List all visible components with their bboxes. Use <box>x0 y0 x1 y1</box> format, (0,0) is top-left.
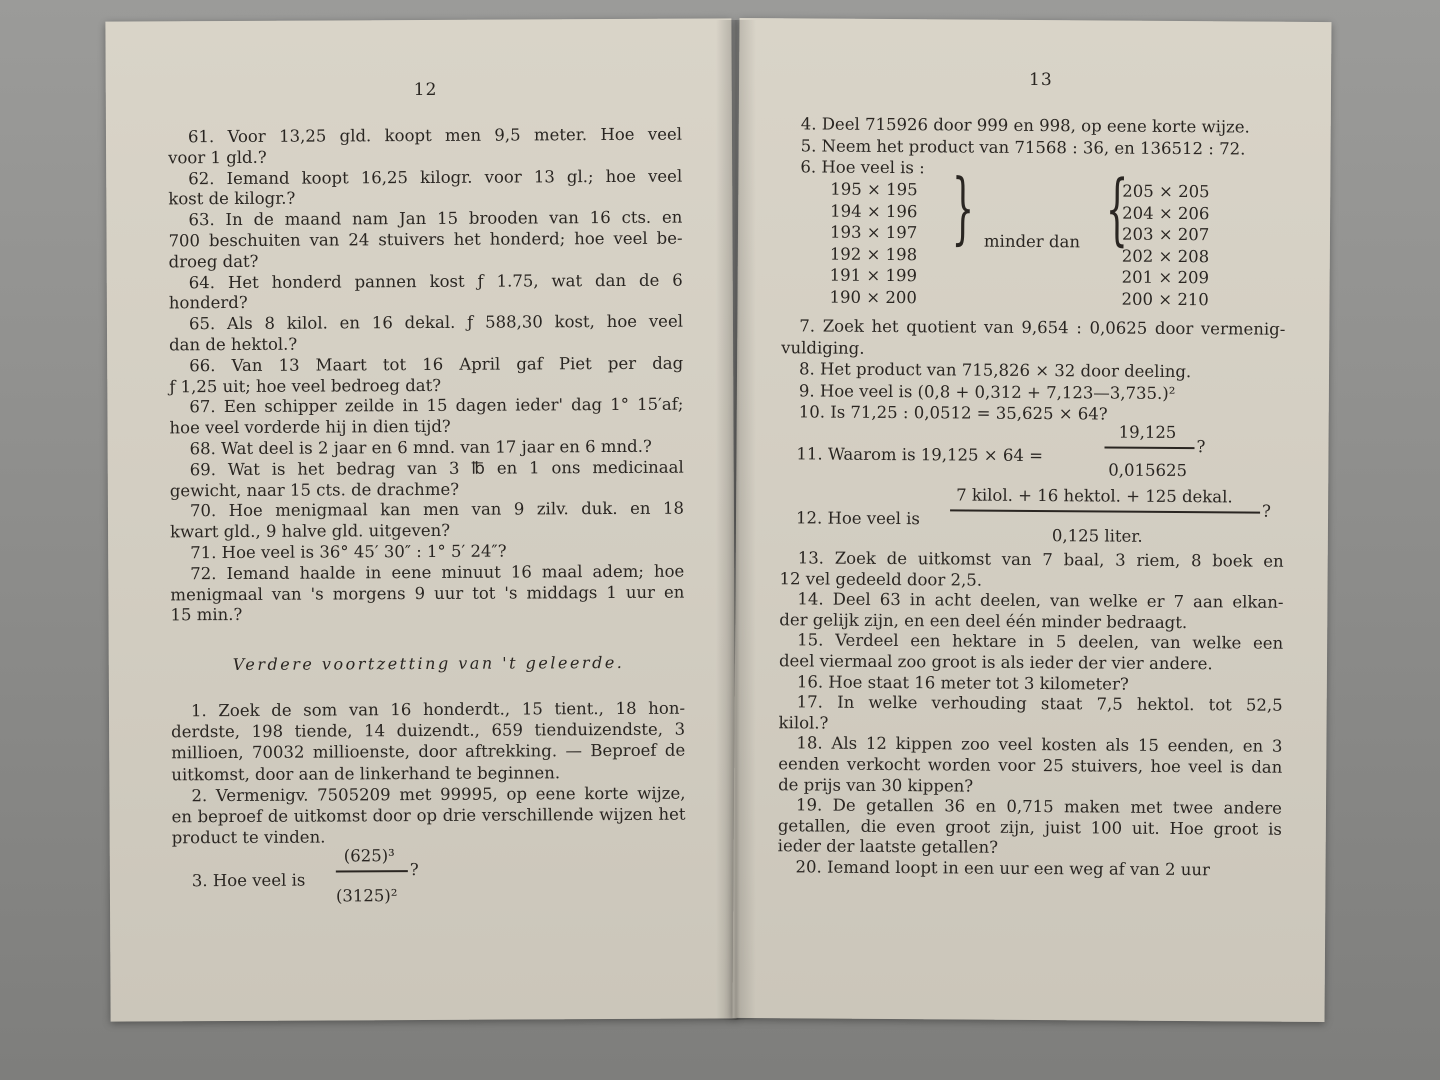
text-line: dan de hektol.? <box>169 334 298 355</box>
q11-numerator: 19,125 <box>1118 422 1177 443</box>
q12-fraction-bar <box>950 509 1260 513</box>
text-line: 14. Deel 63 in acht deelen, van welke er 7 aan elkan- <box>797 589 1284 612</box>
matrix-row: 190 × 200 <box>829 287 917 307</box>
matrix-row: 204 × 206 <box>1122 203 1210 223</box>
matrix-row: 205 × 205 <box>1122 181 1210 202</box>
matrix-row: 203 × 207 <box>1121 224 1210 245</box>
text-line: 12 vel gedeeld door 2,5. <box>779 568 983 590</box>
text-line: 4. Deel 715926 door 999 en 998, op eene korte wijze. <box>800 114 1250 137</box>
text-line: 18. Als 12 kippen zoo veel kosten als 15 eenden, en 3 <box>796 733 1283 757</box>
text-line: 70. Hoe menigmaal kan men van 9 zilv. duk. en 18 <box>189 499 684 521</box>
text-line: de prijs van 30 kippen? <box>778 774 974 796</box>
text-line: 66. Van 13 Maart tot 16 April gaf Piet per dag <box>189 353 684 376</box>
matrix-row: 195 × 195 <box>830 179 918 200</box>
text-line: 15. Verdeel een hektare in 5 deelen, van welke een <box>797 630 1284 654</box>
q11-denominator: 0,015625 <box>1108 460 1188 481</box>
q3-denominator: (3125)² <box>335 886 398 906</box>
q3-numerator: (625)³ <box>343 846 395 866</box>
text-line: 61. Voor 13,25 gld. koopt men 9,5 meter. Hoe veel <box>187 124 683 147</box>
text-line: 7. Zoek het quotient van 9,654 : 0,0625 door vermenig- <box>799 316 1286 339</box>
text-line: 8. Het product van 715,826 × 32 door deeling. <box>798 359 1192 382</box>
matrix-row: 194 × 196 <box>830 201 918 221</box>
q12-denominator: 0,125 liter. <box>1051 526 1143 546</box>
text-line: hoe veel vorderde hij in dien tijd? <box>169 417 451 438</box>
text-line: der gelijk zijn, en een deel één minder bedraagt. <box>779 610 1188 632</box>
text-line: gewicht, naar 15 cts. de drachme? <box>169 479 460 500</box>
text-line: millioen, 70032 millioenste, door aftrekking. — Beproef de <box>171 741 686 763</box>
text-line: 16. Hoe staat 16 meter tot 3 kilometer? <box>796 671 1129 694</box>
text-line: vuldiging. <box>781 337 865 358</box>
text-line: 19. De getallen 36 en 0,715 maken met twee andere <box>795 795 1283 818</box>
matrix-row: 193 × 197 <box>829 222 918 243</box>
page-number-right: 13 <box>1029 69 1053 91</box>
q3-fraction-bar <box>336 870 408 872</box>
text-line: 2. Vermenigv. 7505209 met 99995, op eene korte wijze, <box>191 783 686 806</box>
page-number-left: 12 <box>413 79 438 101</box>
text-line: product te vinden. <box>171 827 326 848</box>
text-line: kwart gld., 9 halve gld. uitgeven? <box>170 521 451 542</box>
left-page <box>105 18 736 1021</box>
q3-label: 3. Hoe veel is <box>191 870 306 891</box>
text-line: kilol.? <box>778 713 829 733</box>
q12-tail: ? <box>1262 501 1271 521</box>
matrix-right-column <box>1121 181 1209 311</box>
q11-fraction-bar <box>1105 447 1195 450</box>
text-line: en beproef de uitkomst door op drie verschillende wijzen het <box>171 804 686 827</box>
text-line: 700 beschuiten van 24 stuivers het honderd; hoe veel be- <box>168 228 683 251</box>
text-line: 15 min.? <box>170 605 243 625</box>
text-line: 67. Een schipper zeilde in 15 dagen ieder' dag 1° 15′af; <box>189 395 684 417</box>
text-line: 9. Hoe veel is (0,8 + 0,312 + 7,123—3,735.)² <box>798 380 1176 403</box>
text-line: deel viermaal zoo groot is als ieder der vier andere. <box>778 651 1213 674</box>
text-line: derdste, 198 tiende, 14 duizendt., 659 tienduizendste, 3 <box>171 719 686 742</box>
text-line: 13. Zoek de uitkomst van 7 baal, 3 riem, 8 boek en <box>797 548 1284 571</box>
text-line: 6. Hoe veel is : <box>800 157 925 178</box>
q11-label: 11. Waarom is 19,125 × 64 = <box>796 444 1044 466</box>
matrix-row: 202 × 208 <box>1121 246 1210 266</box>
text-line: kost de kilogr.? <box>168 189 296 209</box>
text-line: 5. Neem het product van 71568 : 36, en 136512 : 72. <box>800 135 1246 158</box>
q3-tail: ? <box>409 860 419 880</box>
text-line: 62. Iemand koopt 16,25 kilogr. voor 13 gl.; hoe veel <box>188 166 683 188</box>
matrix-row: 201 × 209 <box>1121 267 1210 288</box>
text-line: 10. Is 71,25 : 0,0512 = 35,625 × 64? <box>798 402 1108 424</box>
text-line: 64. Het honderd pannen kost ƒ 1.75, wat dan de 6 <box>188 270 683 292</box>
q11-tail: ? <box>1196 437 1206 457</box>
text-line: 68. Wat deel is 2 jaar en 6 mnd. van 17 jaar en 6 mnd.? <box>189 436 652 459</box>
text-line: eenden verkocht worden voor 25 stuivers, hoe veel is dan <box>778 754 1283 777</box>
text-line: honderd? <box>168 293 248 313</box>
matrix-row: 191 × 199 <box>829 265 918 286</box>
text-line: menigmaal van 's morgens 9 uur tot 's middags 1 uur en <box>170 582 685 604</box>
matrix-left-column <box>829 179 917 309</box>
brace-right: { <box>1105 164 1129 255</box>
text-line: 72. Iemand haalde in eene minuut 16 maal adem; hoe <box>190 561 685 584</box>
matrix-row: 200 × 210 <box>1121 289 1209 309</box>
q12-numerator: 7 kilol. + 16 hektol. + 125 dekal. <box>956 485 1233 507</box>
right-page <box>733 18 1332 1022</box>
section-heading: Verdere voortzetting van 't geleerde. <box>232 652 625 674</box>
text-line: 71. Hoe veel is 36° 45′ 30″ : 1° 5′ 24″? <box>190 541 507 563</box>
text-line: uitkomst, door aan de linkerhand te beginnen. <box>171 762 561 784</box>
text-line: droeg dat? <box>168 251 259 272</box>
matrix-middle-text: minder dan <box>983 231 1081 252</box>
text-line: 20. Iemand loopt in een uur een weg af van 2 uur <box>795 857 1211 880</box>
text-line: ƒ 1,25 uit; hoe veel bedroeg dat? <box>169 375 442 396</box>
text-line: ieder der laatste getallen? <box>777 836 999 858</box>
text-line: 69. Wat is het bedrag van 3 ℔ en 1 ons medicinaal <box>189 457 684 480</box>
text-line: voor 1 gld.? <box>168 147 267 168</box>
matrix-row: 192 × 198 <box>829 244 918 264</box>
text-line: 1. Zoek de som van 16 honderdt., 15 tient., 18 hon- <box>190 698 686 721</box>
text-line: 63. In de maand nam Jan 15 brooden van 16 cts. en <box>188 207 683 230</box>
text-line: 17. In welke verhouding staat 7,5 hektol. tot 52,5 <box>796 692 1283 715</box>
text-line: getallen, die even groot zijn, juist 100 uit. Hoe groot is <box>777 816 1282 839</box>
q12-label: 12. Hoe veel is <box>795 508 921 529</box>
brace-left: } <box>951 163 975 254</box>
text-line: 65. Als 8 kilol. en 16 dekal. ƒ 588,30 kost, hoe veel <box>188 311 684 334</box>
